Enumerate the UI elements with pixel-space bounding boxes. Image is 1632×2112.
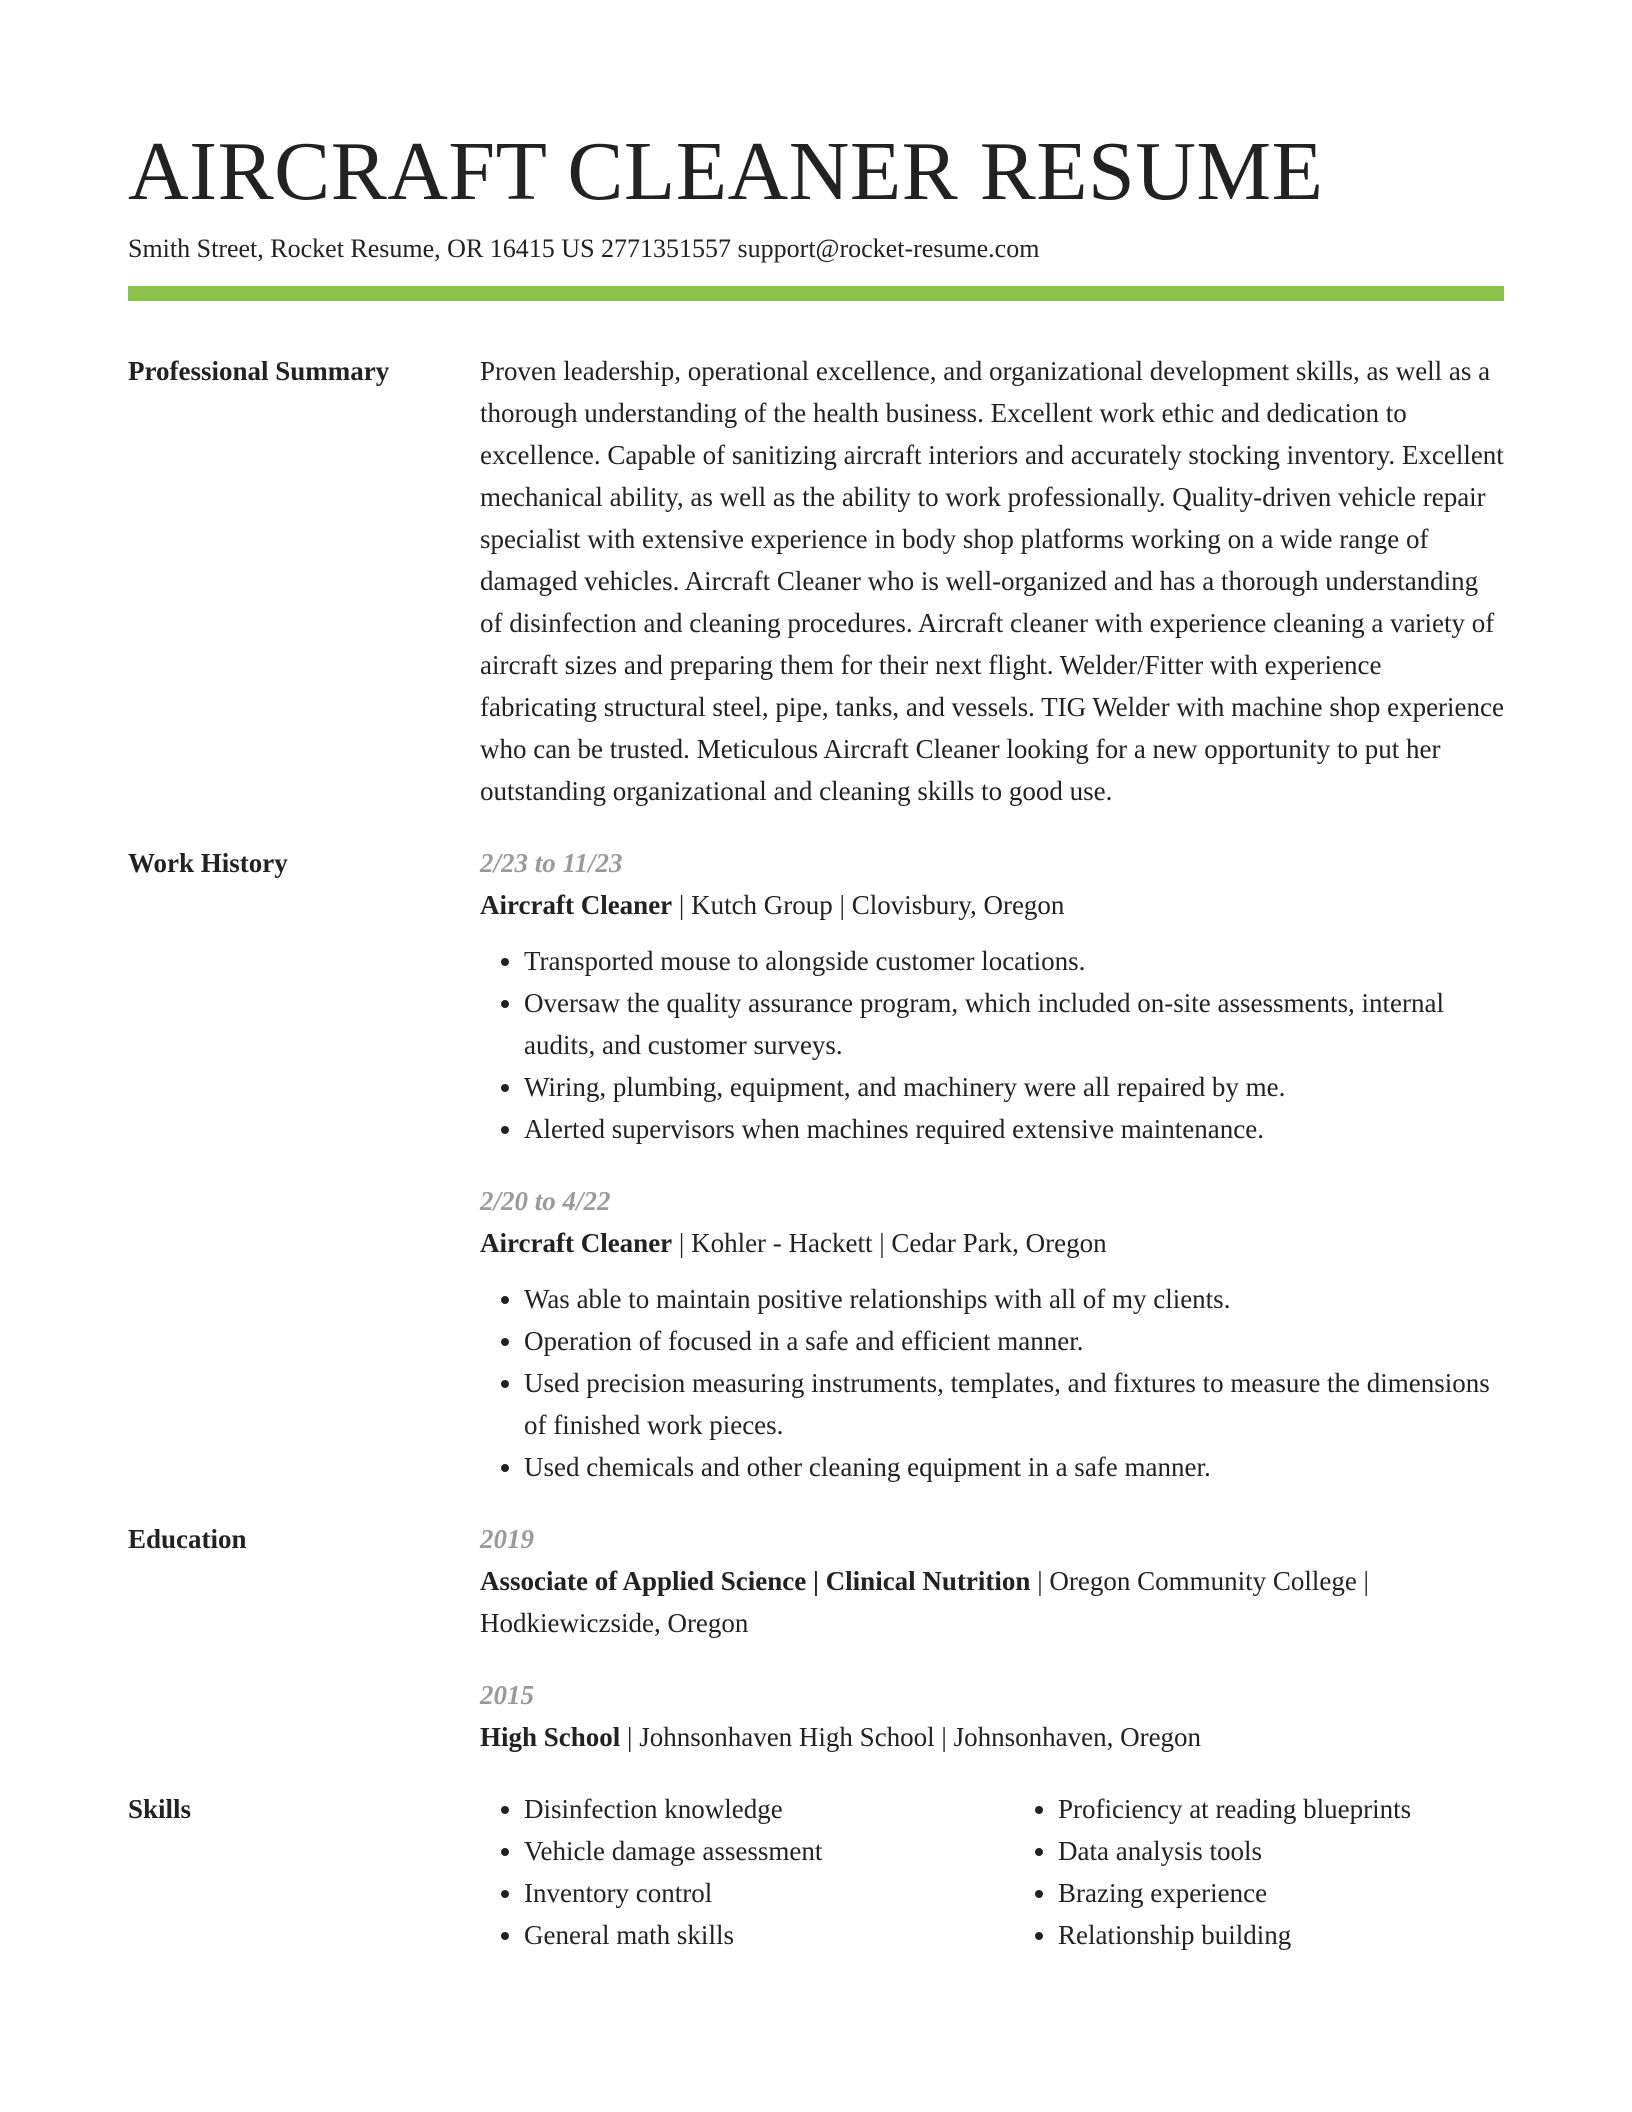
- section-heading-skills: Skills: [128, 1794, 192, 1824]
- job-bullets: [480, 940, 1504, 1150]
- job-entry: [480, 1180, 1504, 1488]
- resume-title: AIRCRAFT CLEANER RESUME: [128, 125, 1324, 218]
- job-details: | Kohler - Hackett | Cedar Park, Oregon: [672, 1228, 1107, 1258]
- job-role: Aircraft Cleaner: [480, 890, 673, 920]
- skills-section: [128, 1788, 1504, 1956]
- list-item: • Oversaw the quality assurance program, which included on-site assessments, internal audits, and customer surveys.: [524, 982, 1504, 1066]
- summary-text: Proven leadership, operational excellence, and organizational development skills, as well as a thorough understanding of the health business. Excellent work ethic and dedication to excellence. Capable of sanitizing aircraft interiors and accurately stocking inventory. Excellent mechanical ability, as well as the ability to work professionally. Quality-driven vehicle repair specialist with extensive experience in body shop platforms working on a wide range of damaged vehicles. Aircraft Cleaner who is well-organized and has a thorough understanding of disinfection and cleaning procedures. Aircraft cleaner with experience cleaning a variety of aircraft sizes and preparing them for their next flight. Welder/Fitter with experience fabricating structural steel, pipe, tanks, and vessels. TIG Welder with machine shop experience who can be trusted. Meticulous Aircraft Cleaner looking for a new opportunity to put her outstanding organizational and cleaning skills to good use.: [480, 356, 1504, 806]
- education-body: [480, 1518, 1504, 1758]
- education-entry: [480, 1518, 1504, 1644]
- resume-content: [128, 350, 1504, 1986]
- education-degree: Associate of Applied Science | Clinical Nutrition: [480, 1566, 1031, 1596]
- section-heading-summary: Professional Summary: [128, 356, 390, 386]
- education-date: 2015: [480, 1680, 534, 1710]
- job-bullets: [480, 1278, 1504, 1488]
- education-details: | Johnsonhaven High School | Johnsonhaven, Oregon: [620, 1722, 1202, 1752]
- summary-body: [480, 350, 1504, 812]
- education-details: | Oregon Community College | Hodkiewiczside, Oregon: [480, 1566, 1369, 1638]
- skill-item: • General math skills: [524, 1914, 970, 1956]
- contact-line: Smith Street, Rocket Resume, OR 16415 US 2771351557 support@rocket-resume.com: [128, 234, 1040, 263]
- education-entry: [480, 1674, 1504, 1758]
- list-item: • Alerted supervisors when machines required extensive maintenance.: [524, 1108, 1504, 1150]
- job-title-line: [480, 1222, 1504, 1264]
- section-heading-work-history: Work History: [128, 848, 288, 878]
- skills-column-left: [480, 1788, 970, 1956]
- skill-item: • Brazing experience: [1058, 1872, 1504, 1914]
- skill-item: • Inventory control: [524, 1872, 970, 1914]
- skill-item: • Disinfection knowledge: [524, 1788, 970, 1830]
- skill-item: • Proficiency at reading blueprints: [1058, 1788, 1504, 1830]
- list-item: • Was able to maintain positive relationships with all of my clients.: [524, 1278, 1504, 1320]
- work-history-section: [128, 842, 1504, 1488]
- list-item: • Used chemicals and other cleaning equipment in a safe manner.: [524, 1446, 1504, 1488]
- skill-item: • Data analysis tools: [1058, 1830, 1504, 1872]
- education-degree: High School: [480, 1722, 621, 1752]
- skill-item: • Vehicle damage assessment: [524, 1830, 970, 1872]
- education-title-line: [480, 1716, 1504, 1758]
- job-date: 2/23 to 11/23: [480, 848, 623, 878]
- list-item: • Used precision measuring instruments, templates, and fixtures to measure the dimensions of finished work pieces.: [524, 1362, 1504, 1446]
- job-entry: [480, 842, 1504, 1150]
- list-item: • Transported mouse to alongside customer locations.: [524, 940, 1504, 982]
- education-title-line: [480, 1560, 1504, 1644]
- list-item: • Wiring, plumbing, equipment, and machinery were all repaired by me.: [524, 1066, 1504, 1108]
- job-details: | Kutch Group | Clovisbury, Oregon: [672, 890, 1065, 920]
- education-section: [128, 1518, 1504, 1758]
- job-role: Aircraft Cleaner: [480, 1228, 673, 1258]
- section-heading-education: Education: [128, 1524, 247, 1554]
- list-item: • Operation of focused in a safe and efficient manner.: [524, 1320, 1504, 1362]
- skills-body: [480, 1788, 1504, 1956]
- skill-item: • Relationship building: [1058, 1914, 1504, 1956]
- job-date: 2/20 to 4/22: [480, 1186, 611, 1216]
- education-date: 2019: [480, 1524, 534, 1554]
- summary-section: [128, 350, 1504, 812]
- work-history-body: [480, 842, 1504, 1488]
- job-title-line: [480, 884, 1504, 926]
- skills-column-right: [1014, 1788, 1504, 1956]
- accent-divider: [128, 286, 1504, 301]
